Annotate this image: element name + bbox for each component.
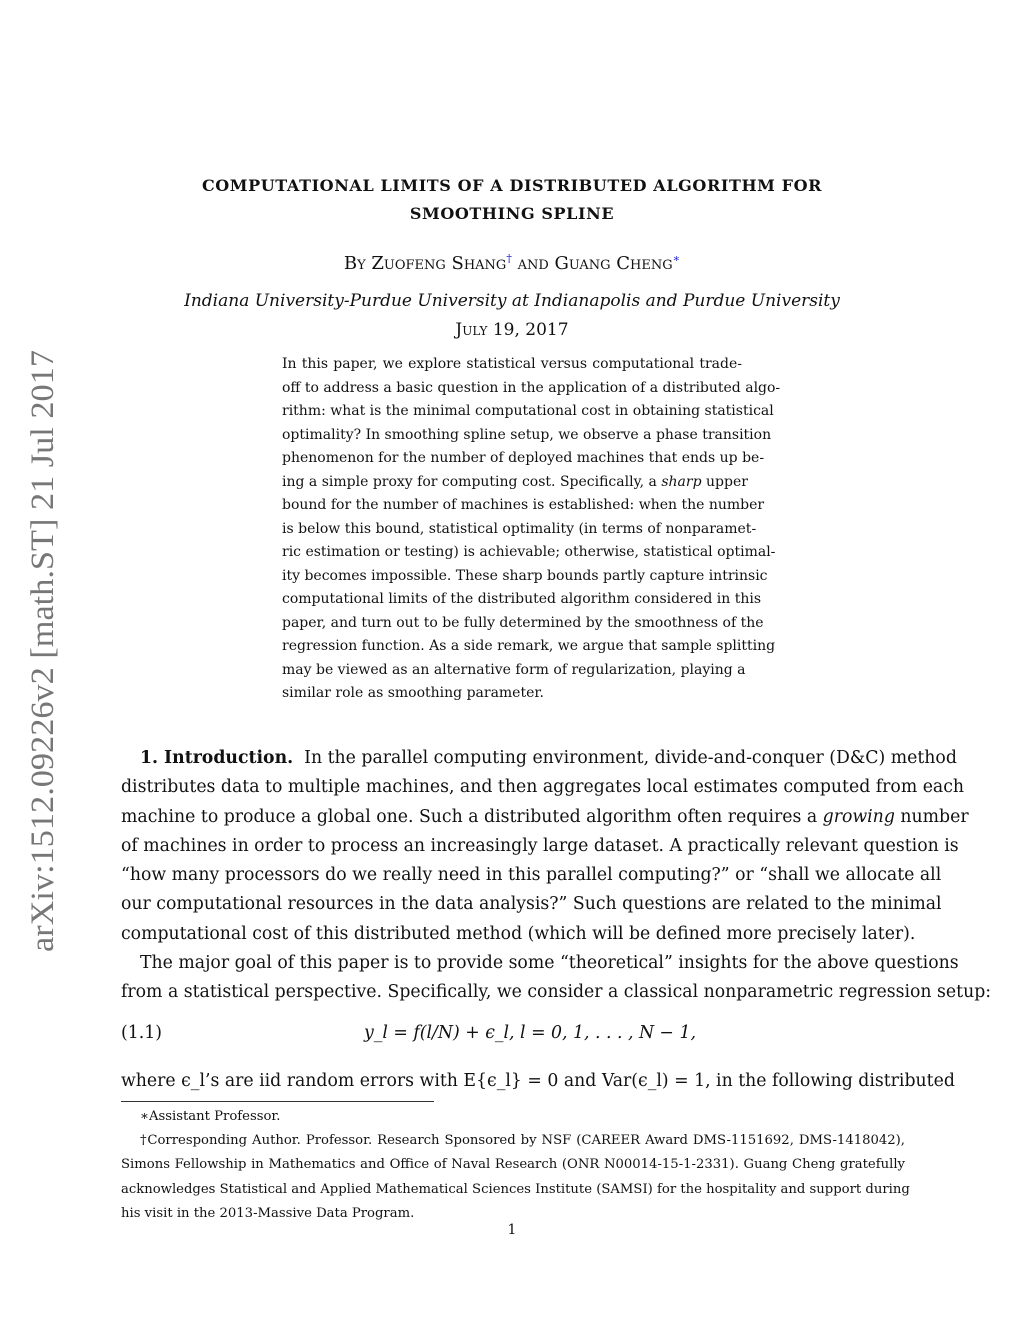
footnote-1: ∗Assistant Professor. [140, 1109, 281, 1124]
abstract-line: ric estimation or testing) is achievable; otherwise, statistical optimal- [282, 544, 776, 560]
footnote-2-line: his visit in the 2013-Massive Data Program. [121, 1205, 415, 1221]
title-line-1: COMPUTATIONAL LIMITS OF A DISTRIBUTED ALGORITHM FOR [201, 176, 823, 195]
paper-title [120, 172, 904, 228]
author-2: Guang Cheng [554, 253, 673, 274]
abstract-line: bound for the number of machines is established: when the number [282, 497, 765, 513]
author-1-mark[interactable]: † [506, 252, 512, 265]
abstract-line: In this paper, we explore statistical versus computational trade- [282, 356, 742, 372]
section-heading: 1. Introduction. [140, 748, 294, 768]
footnote-rule [121, 1101, 434, 1102]
abstract-line: off to address a basic question in the application of a distributed algo- [282, 379, 781, 396]
abstract-emph-sharp: sharp [661, 473, 702, 490]
abstract-line: regression function. As a side remark, we argue that sample splitting [282, 638, 776, 654]
intro-text: In the parallel computing environment, divide-and-conquer (D&C) method [304, 748, 957, 768]
abstract-line: is below this bound, statistical optimality (in terms of nonparamet- [282, 520, 757, 537]
abstract-line-6-text: ing a simple proxy for computing cost. Specifically, a [282, 473, 657, 490]
equation-number: (1.1) [121, 1023, 162, 1043]
intro-text: machine to produce a global one. Such a distributed algorithm often requires a [121, 806, 818, 827]
author-list [120, 252, 904, 274]
introduction-section [121, 744, 992, 1008]
intro-line: computational cost of this distributed method (which will be defined more precisely later). [121, 923, 916, 944]
intro-text-tail: number [900, 806, 969, 827]
date: July 19, 2017 [455, 320, 569, 340]
footnote-2-line: †Corresponding Author. Professor. Research Sponsored by NSF (CAREER Award DMS-1151692, DMS-1418042), [140, 1133, 905, 1149]
intro-line: The major goal of this paper is to provide some “theoretical” insights for the above questions [140, 953, 959, 974]
affiliation: Indiana University-Purdue University at Indianapolis and Purdue University [184, 291, 840, 311]
abstract-line-6-tail: upper [706, 473, 748, 490]
intro-line: from a statistical perspective. Specifically, we consider a classical nonparametric regression setup: [121, 982, 992, 1003]
abstract-line: ity becomes impossible. These sharp bounds partly capture intrinsic [282, 567, 768, 584]
abstract-line: may be viewed as an alternative form of regularization, playing a [282, 661, 746, 678]
footnotes [121, 1105, 910, 1226]
arxiv-stamp [22, 348, 62, 954]
intro-line: of machines in order to process an increasingly large dataset. A practically relevant question is [121, 835, 959, 856]
author-1: Zuofeng Shang [371, 253, 507, 274]
by-label: By [343, 253, 366, 274]
equation-1-1 [121, 1023, 905, 1051]
abstract-line: similar role as smoothing parameter. [282, 685, 544, 701]
intro-line: “how many processors do we really need in this parallel computing?” or “shall we allocate all [121, 865, 942, 886]
intro-line-1 [121, 744, 957, 773]
abstract [282, 353, 781, 706]
abstract-line: paper, and turn out to be fully determined by the smoothness of the [282, 614, 764, 631]
post-equation-line: where ϵ_l’s are iid random errors with E{ϵ_l} = 0 and Var(ϵ_l) = 1, in the following distributed [121, 1071, 955, 1091]
author-2-mark[interactable]: ∗ [672, 252, 681, 265]
abstract-line-6 [282, 471, 748, 495]
footnote-2-line: acknowledges Statistical and Applied Mathematical Sciences Institute (SAMSI) for the hospitality and support during [121, 1181, 910, 1197]
equation-body: y_l = f(l/N) + ϵ_l, l = 0, 1, . . . , N − 1, [364, 1023, 697, 1043]
footnote-2-line: Simons Fellowship in Mathematics and Office of Naval Research (ONR N00014-15-1-2331). Guang Cheng gratefully [121, 1157, 905, 1173]
and-label: and [517, 253, 549, 274]
page-number: 1 [507, 1222, 517, 1238]
abstract-line: phenomenon for the number of deployed machines that ends up be- [282, 450, 765, 466]
abstract-line: rithm: what is the minimal computational cost in obtaining statistical [282, 403, 774, 419]
intro-emph-growing: growing [822, 806, 895, 827]
title-line-2: SMOOTHING SPLINE [409, 204, 615, 223]
post-equation-text [121, 1067, 955, 1096]
abstract-line: optimality? In smoothing spline setup, we observe a phase transition [282, 426, 772, 443]
intro-line: our computational resources in the data analysis?” Such questions are related to the minimal [121, 894, 942, 915]
arxiv-identifier: arXiv:1512.09226v2 [math.ST] 21 Jul 2017 [25, 372, 61, 952]
intro-line-3 [121, 803, 969, 832]
abstract-line: computational limits of the distributed algorithm considered in this [282, 591, 762, 607]
intro-line: distributes data to multiple machines, and then aggregates local estimates computed from each [121, 777, 965, 798]
